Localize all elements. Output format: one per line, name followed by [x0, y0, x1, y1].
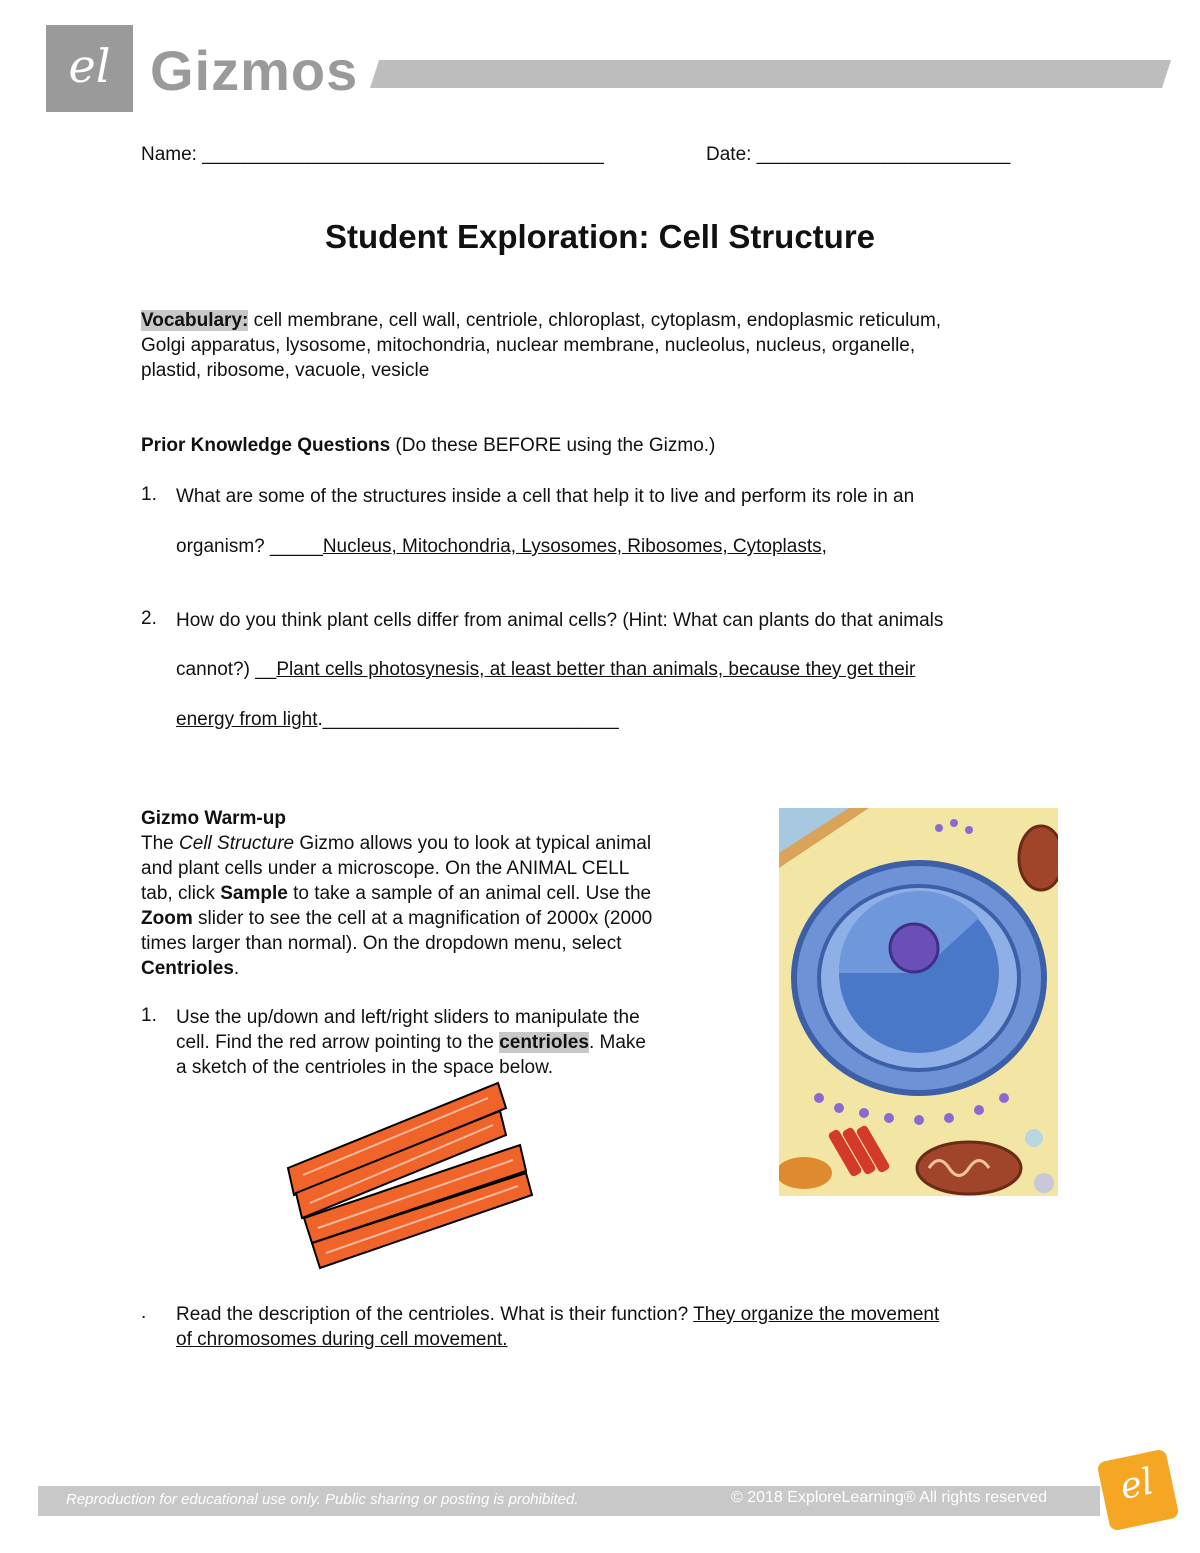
prior-q1-answer: Nucleus, Mitochondria, Lysosomes, Ribosomes, Cytoplasts,: [322, 536, 827, 557]
footer-copyright: © 2018 ExploreLearning® All rights reserved: [731, 1489, 1048, 1506]
warmup-q2-number: .: [141, 1302, 147, 1323]
warmup-q2-answer: They organize the movement: [693, 1304, 940, 1325]
warmup-q2-question: Read the description of the centrioles. What is their function?: [176, 1304, 694, 1325]
warmup-text: and plant cells under a microscope. On the ANIMAL CELL: [141, 858, 630, 879]
brand-name: Gizmos: [150, 39, 359, 102]
prior-q1-answer-line: [176, 534, 827, 559]
warmup-sample-term: Sample: [220, 883, 288, 904]
name-label: Name:: [141, 144, 197, 165]
warmup-zoom-term: Zoom: [141, 908, 193, 929]
warmup-text: Gizmo allows you to look at typical animal: [294, 833, 652, 854]
header-bar: [370, 60, 1171, 88]
prior-q2-text: How do you think plant cells differ from animal cells? (Hint: What can plants do that animals: [176, 610, 944, 631]
warmup-q1-line: cell. Find the red arrow pointing to the: [176, 1032, 500, 1053]
animal-cell-illustration: [779, 808, 1058, 1196]
footer-logo-badge: [1096, 1448, 1179, 1531]
warmup-block: [141, 806, 741, 981]
logo-mark: el: [68, 39, 111, 93]
warmup-q1-line: . Make: [588, 1032, 646, 1053]
warmup-q2-text: [176, 1302, 1076, 1352]
warmup-text: times larger than normal). On the dropdown menu, select: [141, 933, 622, 954]
prior-q2-tail: .____________________________: [317, 709, 619, 730]
warmup-text: slider to see the cell at a magnification of 2000x (2000: [192, 908, 653, 929]
page-title: Student Exploration: Cell Structure: [324, 218, 876, 255]
footer-disclaimer: Reproduction for educational use only. Public sharing or posting is prohibited.: [66, 1491, 579, 1508]
vocabulary-line-2: Golgi apparatus, lysosome, mitochondria, nuclear membrane, nucleolus, nucleus, organelle,: [141, 335, 916, 356]
warmup-heading: Gizmo Warm-up: [141, 808, 286, 829]
nucleolus: [890, 924, 938, 972]
prior-q1-text: What are some of the structures inside a cell that help it to live and perform its role in an: [176, 486, 915, 507]
warmup-q1-line: Use the up/down and left/right sliders to manipulate the: [176, 1007, 640, 1028]
prior-q1-number: 1.: [141, 484, 157, 505]
date-label: Date:: [706, 144, 752, 165]
prior-q2-answer-line-2: [176, 707, 619, 732]
vocabulary-line-3: plastid, ribosome, vacuole, vesicle: [141, 360, 430, 381]
prior-q2-prompt: cannot?) __: [176, 659, 277, 680]
footer-logo-mark: el: [1116, 1461, 1158, 1509]
prior-q1-prompt: organism? _____: [176, 536, 323, 557]
warmup-gizmo-name: Cell Structure: [179, 833, 295, 854]
vocabulary-block: [141, 308, 1081, 383]
warmup-q1-line: a sketch of the centrioles in the space below.: [176, 1057, 554, 1078]
warmup-q2-answer: of chromosomes during cell movement.: [176, 1329, 508, 1350]
warmup-text: to take a sample of an animal cell. Use the: [287, 883, 652, 904]
gizmos-logo: [46, 25, 133, 112]
centriole-sketch: [268, 1063, 538, 1273]
prior-note: (Do these BEFORE using the Gizmo.): [390, 435, 716, 456]
warmup-q1-number: 1.: [141, 1005, 157, 1026]
warmup-text: tab, click: [141, 883, 221, 904]
vocabulary-label: Vocabulary:: [141, 310, 249, 331]
name-line: ______________________________________: [202, 144, 604, 165]
prior-knowledge-heading: [141, 433, 715, 458]
prior-q2-answer-a: Plant cells photosynesis, at least better than animals, because they get their: [276, 659, 916, 680]
warmup-text: .: [233, 958, 240, 979]
prior-q2-answer-b: energy from light: [176, 709, 318, 730]
date-field: [706, 144, 1010, 166]
prior-heading-text: Prior Knowledge Questions: [141, 435, 391, 456]
warmup-text: The: [141, 833, 180, 854]
name-field: [141, 144, 604, 166]
prior-q2-number: 2.: [141, 608, 157, 629]
date-line: ________________________: [756, 144, 1011, 165]
vocabulary-line-1: cell membrane, cell wall, centriole, chloroplast, cytoplasm, endoplasmic reticulum,: [248, 310, 942, 331]
warmup-centrioles-term: Centrioles: [141, 958, 234, 979]
warmup-q1-centrioles-term: centrioles: [499, 1032, 589, 1053]
prior-q2-answer-line: [176, 657, 915, 682]
